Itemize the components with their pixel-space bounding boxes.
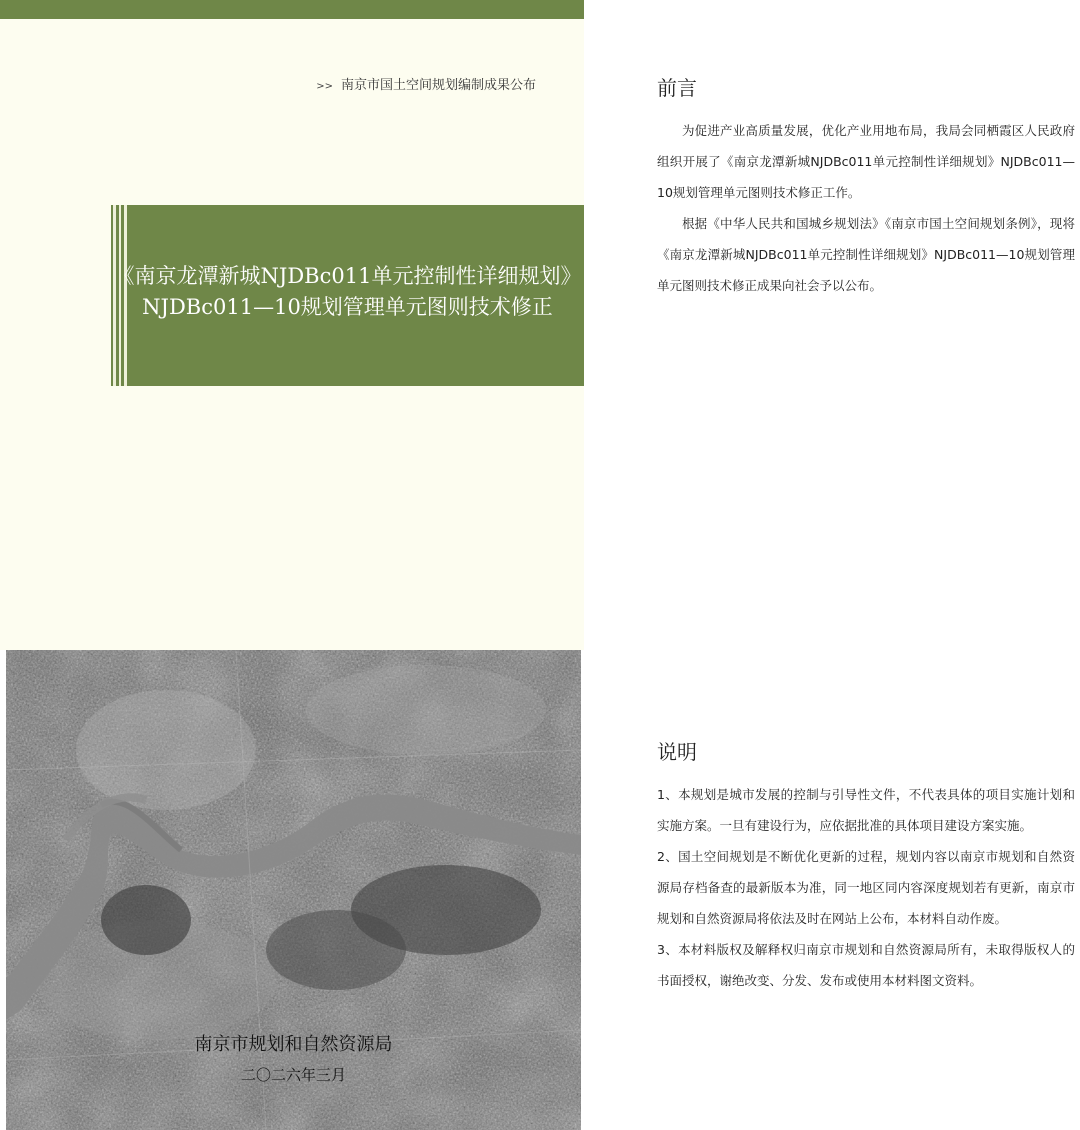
notes-item: 1、本规划是城市发展的控制与引导性文件，不代表具体的项目实施计划和实施方案。一旦有建设行为，应依据批准的具体项目建设方案实施。 bbox=[657, 787, 1075, 833]
cover-top-bar bbox=[0, 0, 584, 19]
breadcrumb bbox=[316, 74, 536, 93]
notes-item: 3、本材料版权及解释权归南京市规划和自然资源局所有，未取得版权人的书面授权，谢绝改变、分发、发布或使用本材料图文资料。 bbox=[657, 942, 1075, 988]
notes-section bbox=[657, 736, 1075, 996]
satellite-map-image bbox=[6, 650, 581, 1130]
satellite-image-graphic bbox=[6, 650, 581, 1130]
cover-title-block bbox=[111, 205, 584, 386]
preface-paragraph: 根据《中华人民共和国城乡规划法》《南京市国土空间规划条例》，现将《南京龙潭新城NJDBc011单元控制性详细规划》NJDBc011—10规划管理单元图则技术修正成果向社会予以公布。 bbox=[657, 216, 1075, 293]
publisher-name: 南京市规划和自然资源局 bbox=[194, 1034, 393, 1055]
cover-panel bbox=[0, 0, 584, 650]
breadcrumb-marker: >> bbox=[316, 81, 333, 92]
preface-paragraph: 为促进产业高质量发展，优化产业用地布局，我局会同栖霞区人民政府组织开展了《南京龙潭新城NJDBc011单元控制性详细规划》NJDBc011—10规划管理单元图则技术修正工作。 bbox=[657, 123, 1075, 200]
preface-section bbox=[657, 72, 1075, 301]
preface-heading: 前言 bbox=[657, 76, 697, 100]
cover-title-line-2: NJDBc011—10规划管理单元图则技术修正 bbox=[142, 295, 553, 319]
notes-item: 2、国土空间规划是不断优化更新的过程，规划内容以南京市规划和自然资源局存档备查的最新版本为准，同一地区同内容深度规划若有更新，南京市规划和自然资源局将依法及时在网站上公布，本材料自动作废。 bbox=[657, 849, 1075, 926]
cover-title-line-1: 《南京龙潭新城NJDBc011单元控制性详细规划》 bbox=[113, 264, 582, 288]
notes-heading: 说明 bbox=[657, 740, 697, 764]
cover-title bbox=[111, 261, 584, 323]
publish-date: 二〇二六年三月 bbox=[240, 1066, 346, 1084]
breadcrumb-text: 南京市国土空间规划编制成果公布 bbox=[340, 78, 536, 93]
